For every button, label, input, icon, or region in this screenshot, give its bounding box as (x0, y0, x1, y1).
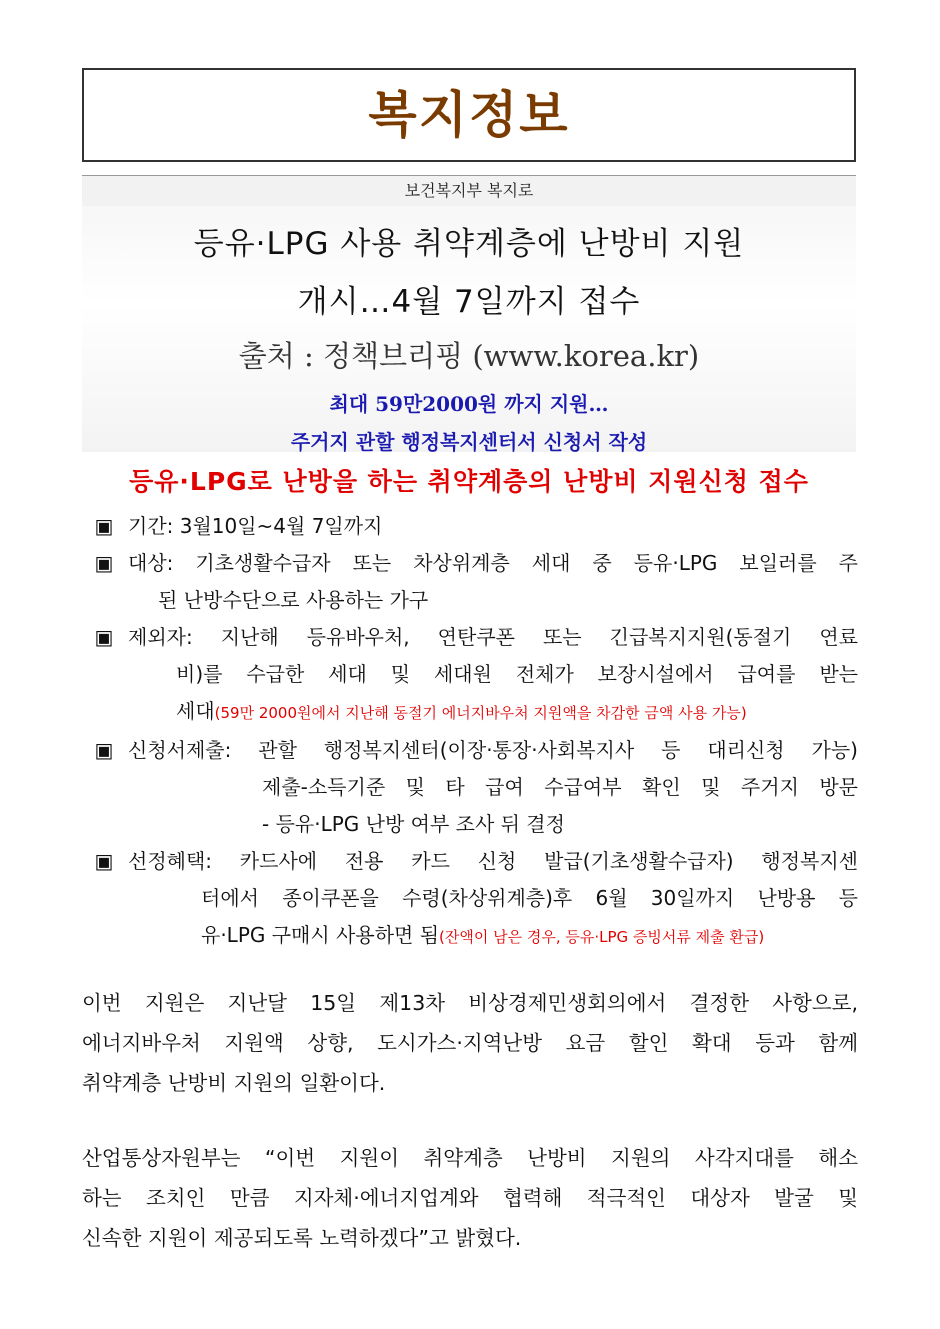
bullet-icon: ▣ (94, 849, 114, 873)
list-item-benefit (92, 843, 858, 956)
subheading-2: 주거지 관할 행정복지센터서 신청서 작성 (290, 430, 648, 454)
item-line: 비)를 수급한 세대 및 세대원 전체가 보장시설에서 급여를 받는 (176, 662, 858, 686)
item-note: (59만 2000원에서 지난해 동절기 에너지바우처 지원액을 차감한 금액 사용 가능) (214, 704, 747, 722)
item-line: 대상: 기초생활수급자 또는 차상위계층 세대 중 등유·LPG 보일러를 주 (128, 551, 858, 575)
list-item-application (92, 732, 858, 843)
headline-line-2: 개시…4월 7일까지 접수 (297, 284, 641, 320)
source-bar: 보건복지부 복지로 (82, 175, 856, 207)
headline-line-1: 등유·LPG 사용 취약계층에 난방비 지원 (193, 226, 745, 262)
item-line: 유·LPG 구매시 사용하면 됨 (201, 923, 440, 947)
paragraph-line: 에너지바우처 지원액 상향, 도시가스·지역난방 요금 할인 확대 등과 함께 (82, 1031, 858, 1055)
paragraph-line: 신속한 지원이 제공되도록 노력하겠다”고 밝혔다. (82, 1226, 522, 1250)
item-line: 신청서제출: 관할 행정복지센터(이장·통장·사회복지사 등 대리신청 가능) (128, 738, 858, 762)
bullet-icon: ▣ (94, 625, 114, 649)
headline-area (82, 206, 856, 452)
paragraph-1 (82, 983, 858, 1103)
bullet-icon: ▣ (94, 514, 114, 538)
page-title: 복지정보 (368, 86, 570, 144)
item-line: 선정혜택: 카드사에 전용 카드 신청 발급(기초생활수급자) 행정복지센 (128, 849, 858, 873)
source-credit: 출처 : 정책브리핑 (www.korea.kr) (238, 339, 700, 373)
item-line: - 등유·LPG 난방 여부 조사 뒤 결정 (262, 812, 565, 836)
paragraph-line: 이번 지원은 지난달 15일 제13차 비상경제민생회의에서 결정한 사항으로, (82, 991, 858, 1015)
item-line: 제외자: 지난해 등유바우처, 연탄쿠폰 또는 긴급복지지원(동절기 연료 (128, 625, 858, 649)
paragraph-line: 하는 조치인 만큼 지자체·에너지업계와 협력해 적극적인 대상자 발굴 및 (82, 1186, 858, 1210)
item-line: 기간: 3월10일~4월 7일까지 (128, 514, 383, 538)
subheading-1: 최대 59만2000원 까지 지원… (329, 392, 609, 416)
bullet-icon: ▣ (94, 551, 114, 575)
list-item-period (92, 508, 858, 545)
paragraph-line: 산업통상자원부는 “이번 지원이 취약계층 난방비 지원의 사각지대를 해소 (82, 1146, 858, 1170)
bullet-icon: ▣ (94, 738, 114, 762)
item-line: 터에서 종이쿠폰을 수령(차상위계층)후 6월 30일까지 난방용 등 (201, 886, 858, 910)
item-line: 세대 (176, 699, 215, 723)
item-line: 제출-소득기준 및 타 급여 수급여부 확인 및 주거지 방문 (262, 775, 858, 799)
item-note: (잔액이 남은 경우, 등유·LPG 증빙서류 제출 환급) (439, 928, 765, 946)
info-list (92, 508, 858, 956)
list-item-excluded (92, 619, 858, 732)
list-item-target (92, 545, 858, 619)
paragraph-2 (82, 1138, 858, 1258)
item-line: 된 난방수단으로 사용하는 가구 (158, 588, 429, 612)
title-box (82, 68, 856, 162)
section-title: 등유·LPG로 난방을 하는 취약계층의 난방비 지원신청 접수 (129, 467, 809, 496)
paragraph-line: 취약계층 난방비 지원의 일환이다. (82, 1071, 386, 1095)
